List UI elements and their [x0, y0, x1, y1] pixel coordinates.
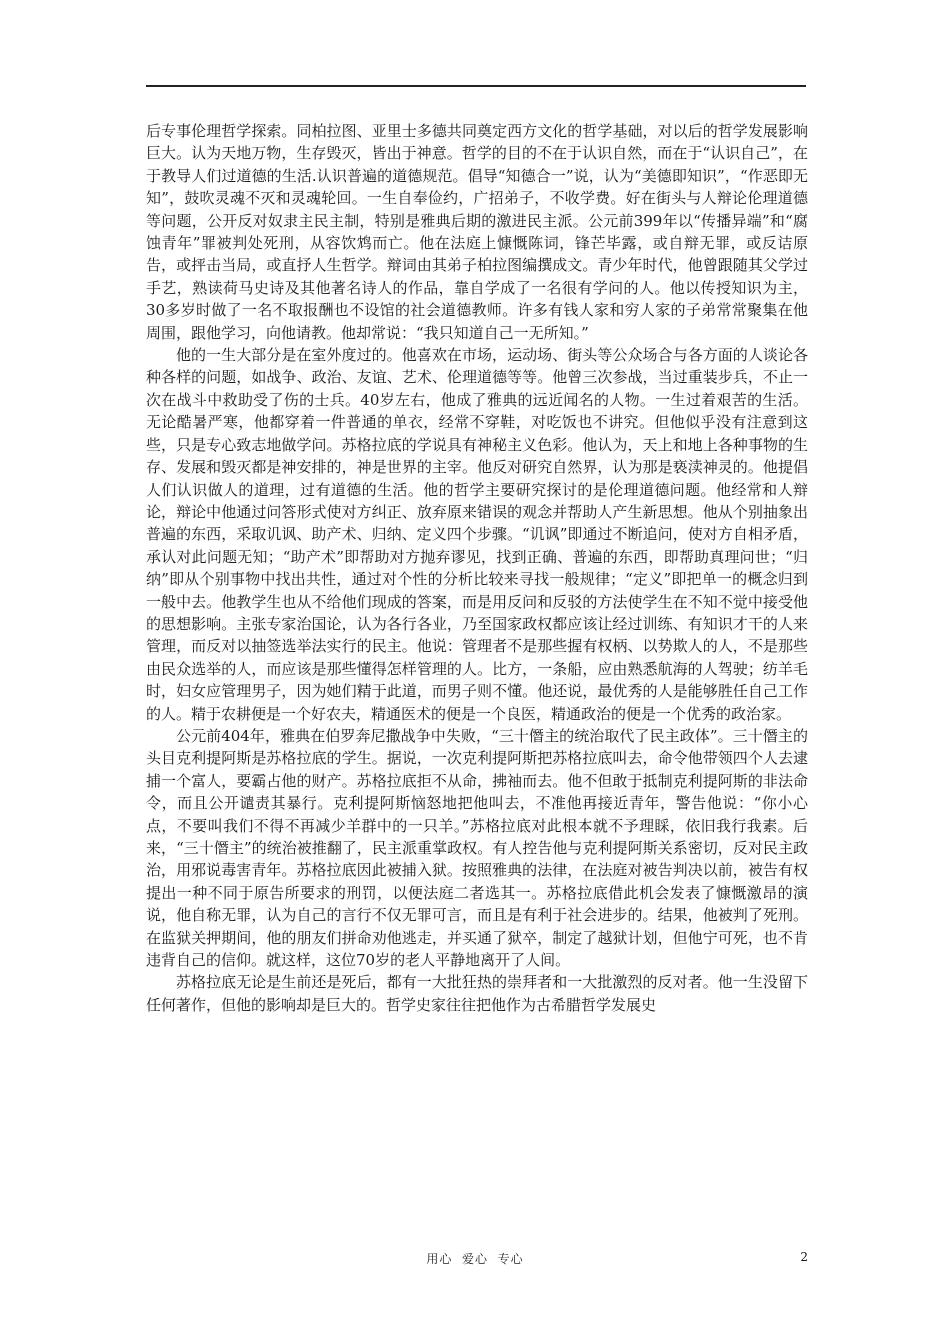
paragraph-4: 苏格拉底无论是生前还是死后，都有一大批狂热的崇拜者和一大批激烈的反对者。他一生没留下任何著作，但他的影响却是巨大的。哲学史家往往把他作为古希腊哲学发展史	[146, 973, 808, 1014]
page-footer: 用心 爱心 专心	[426, 1252, 524, 1266]
paragraph-3: 公元前404年，雅典在伯罗奔尼撒战争中失败，“三十僭主的统治取代了民主政体”。三十僭主的头目克利提阿斯是苏格拉底的学生。据说，一次克利提阿斯把苏格拉底叫去，命令他带领四个人去逮捕一个富人，要霸占他的财产。苏格拉底拒不从命，拂袖而去。他不但敢于抵制克利提阿斯的非法命令，而且公开谴责其暴行。克利提阿斯恼怒地把他叫去，不准他再接近青年，警告他说：“你小心点，不要叫我们不得不再减少羊群中的一只羊。”苏格拉底对此根本就不予理睬，依旧我行我素。后来，“三十僭主”的统治被推翻了，民主派重掌政权。有人控告他与克利提阿斯关系密切，反对民主政治，用邪说毒害青年。苏格拉底因此被捕入狱。按照雅典的法律，在法庭对被告判决以前，被告有权提出一种不同于原告所要求的刑罚，以便法庭二者选其一。苏格拉底借此机会发表了慷慨激昂的演说，他自称无罪，认为自己的言行不仅无罪可言，而且是有利于社会进步的。结果，他被判了死刑。在监狱关押期间，他的朋友们拼命劝他逃走，并买通了狱卒，制定了越狱计划，但他宁可死，也不肯违背自己的信仰。就这样，这位70岁的老人平静地离开了人间。	[146, 726, 808, 970]
header-rule	[146, 85, 806, 87]
paragraph-1: 后专事伦理哲学探索。同柏拉图、亚里士多德共同奠定西方文化的哲学基础，对以后的哲学发展影响巨大。认为天地万物，生存毁灭，皆出于神意。哲学的目的不在于认识自然，而在于“认识自己”，在于教导人们过道德的生活.认识普遍的道德规范。倡导“知德合一”说，认为“美德即知识”，“作恶即无知”，鼓吹灵魂不灭和灵魂轮回。一生自奉俭约，广招弟子，不收学费。好在街头与人辩论伦理道德等问题，公开反对奴隶主民主制，特别是雅典后期的激进民主派。公元前399年以“传播异端”和“腐蚀青年”罪被判处死刑，从容饮鸩而亡。他在法庭上慷慨陈词，锋芒毕露，或自辩无罪，或反诘原告，或抨击当局，或直抒人生哲学。辩词由其弟子柏拉图编撰成文。青少年时代，他曾跟随其父学过手艺，熟读荷马史诗及其他著名诗人的作品，靠自学成了一名很有学问的人。他以传授知识为主，30多岁时做了一名不取报酬也不设馆的社会道德教师。许多有钱人家和穷人家的子弟常常聚集在他周围，跟他学习，向他请教。他却常说：“我只知道自己一无所知。”	[146, 122, 808, 342]
document-body	[146, 120, 808, 1016]
paragraph-2: 他的一生大部分是在室外度过的。他喜欢在市场，运动场、街头等公众场合与各方面的人谈论各种各样的问题，如战争、政治、友谊、艺术、伦理道德等等。他曾三次参战，当过重装步兵，不止一次在战斗中救助受了伤的士兵。40岁左右，他成了雅典的远近闻名的人物。一生过着艰苦的生活。无论酷暑严寒，他都穿着一件普通的单衣，经常不穿鞋，对吃饭也不讲究。但他似乎没有注意到这些，只是专心致志地做学问。苏格拉底的学说具有神秘主义色彩。他认为，天上和地上各种事物的生存、发展和毁灭都是神安排的，神是世界的主宰。他反对研究自然界，认为那是亵渎神灵的。他提倡人们认识做人的道理，过有道德的生活。他的哲学主要研究探讨的是伦理道德问题。他经常和人辩论，辩论中他通过问答形式使对方纠正、放弃原来错误的观念并帮助人产生新思想。他从个别抽象出普遍的东西，采取讥讽、助产术、归纳、定义四个步骤。“讥讽”即通过不断追问，使对方自相矛盾，承认对此问题无知；“助产术”即帮助对方抛弃谬见，找到正确、普遍的东西，即帮助真理问世；“归纳”即从个别事物中找出共性，通过对个性的分析比较来寻找一般规律；“定义”即把单一的概念归到一般中去。他教学生也从不给他们现成的答案，而是用反问和反驳的方法使学生在不知不觉中接受他的思想影响。主张专家治国论，认为各行各业，乃至国家政权都应该让经过训练、有知识才干的人来管理，而反对以抽签选举法实行的民主。他说：管理者不是那些握有权柄、以势欺人的人，不是那些由民众选举的人，而应该是那些懂得怎样管理的人。比方，一条船，应由熟悉航海的人驾驶；纺羊毛时，妇女应管理男子，因为她们精于此道，而男子则不懂。他还说，最优秀的人是能够胜任自己工作的人。精于农耕便是一个好农夫，精通医术的便是一个良医，精通政治的便是一个优秀的政治家。	[146, 346, 808, 723]
page-number: 2	[800, 1250, 808, 1264]
